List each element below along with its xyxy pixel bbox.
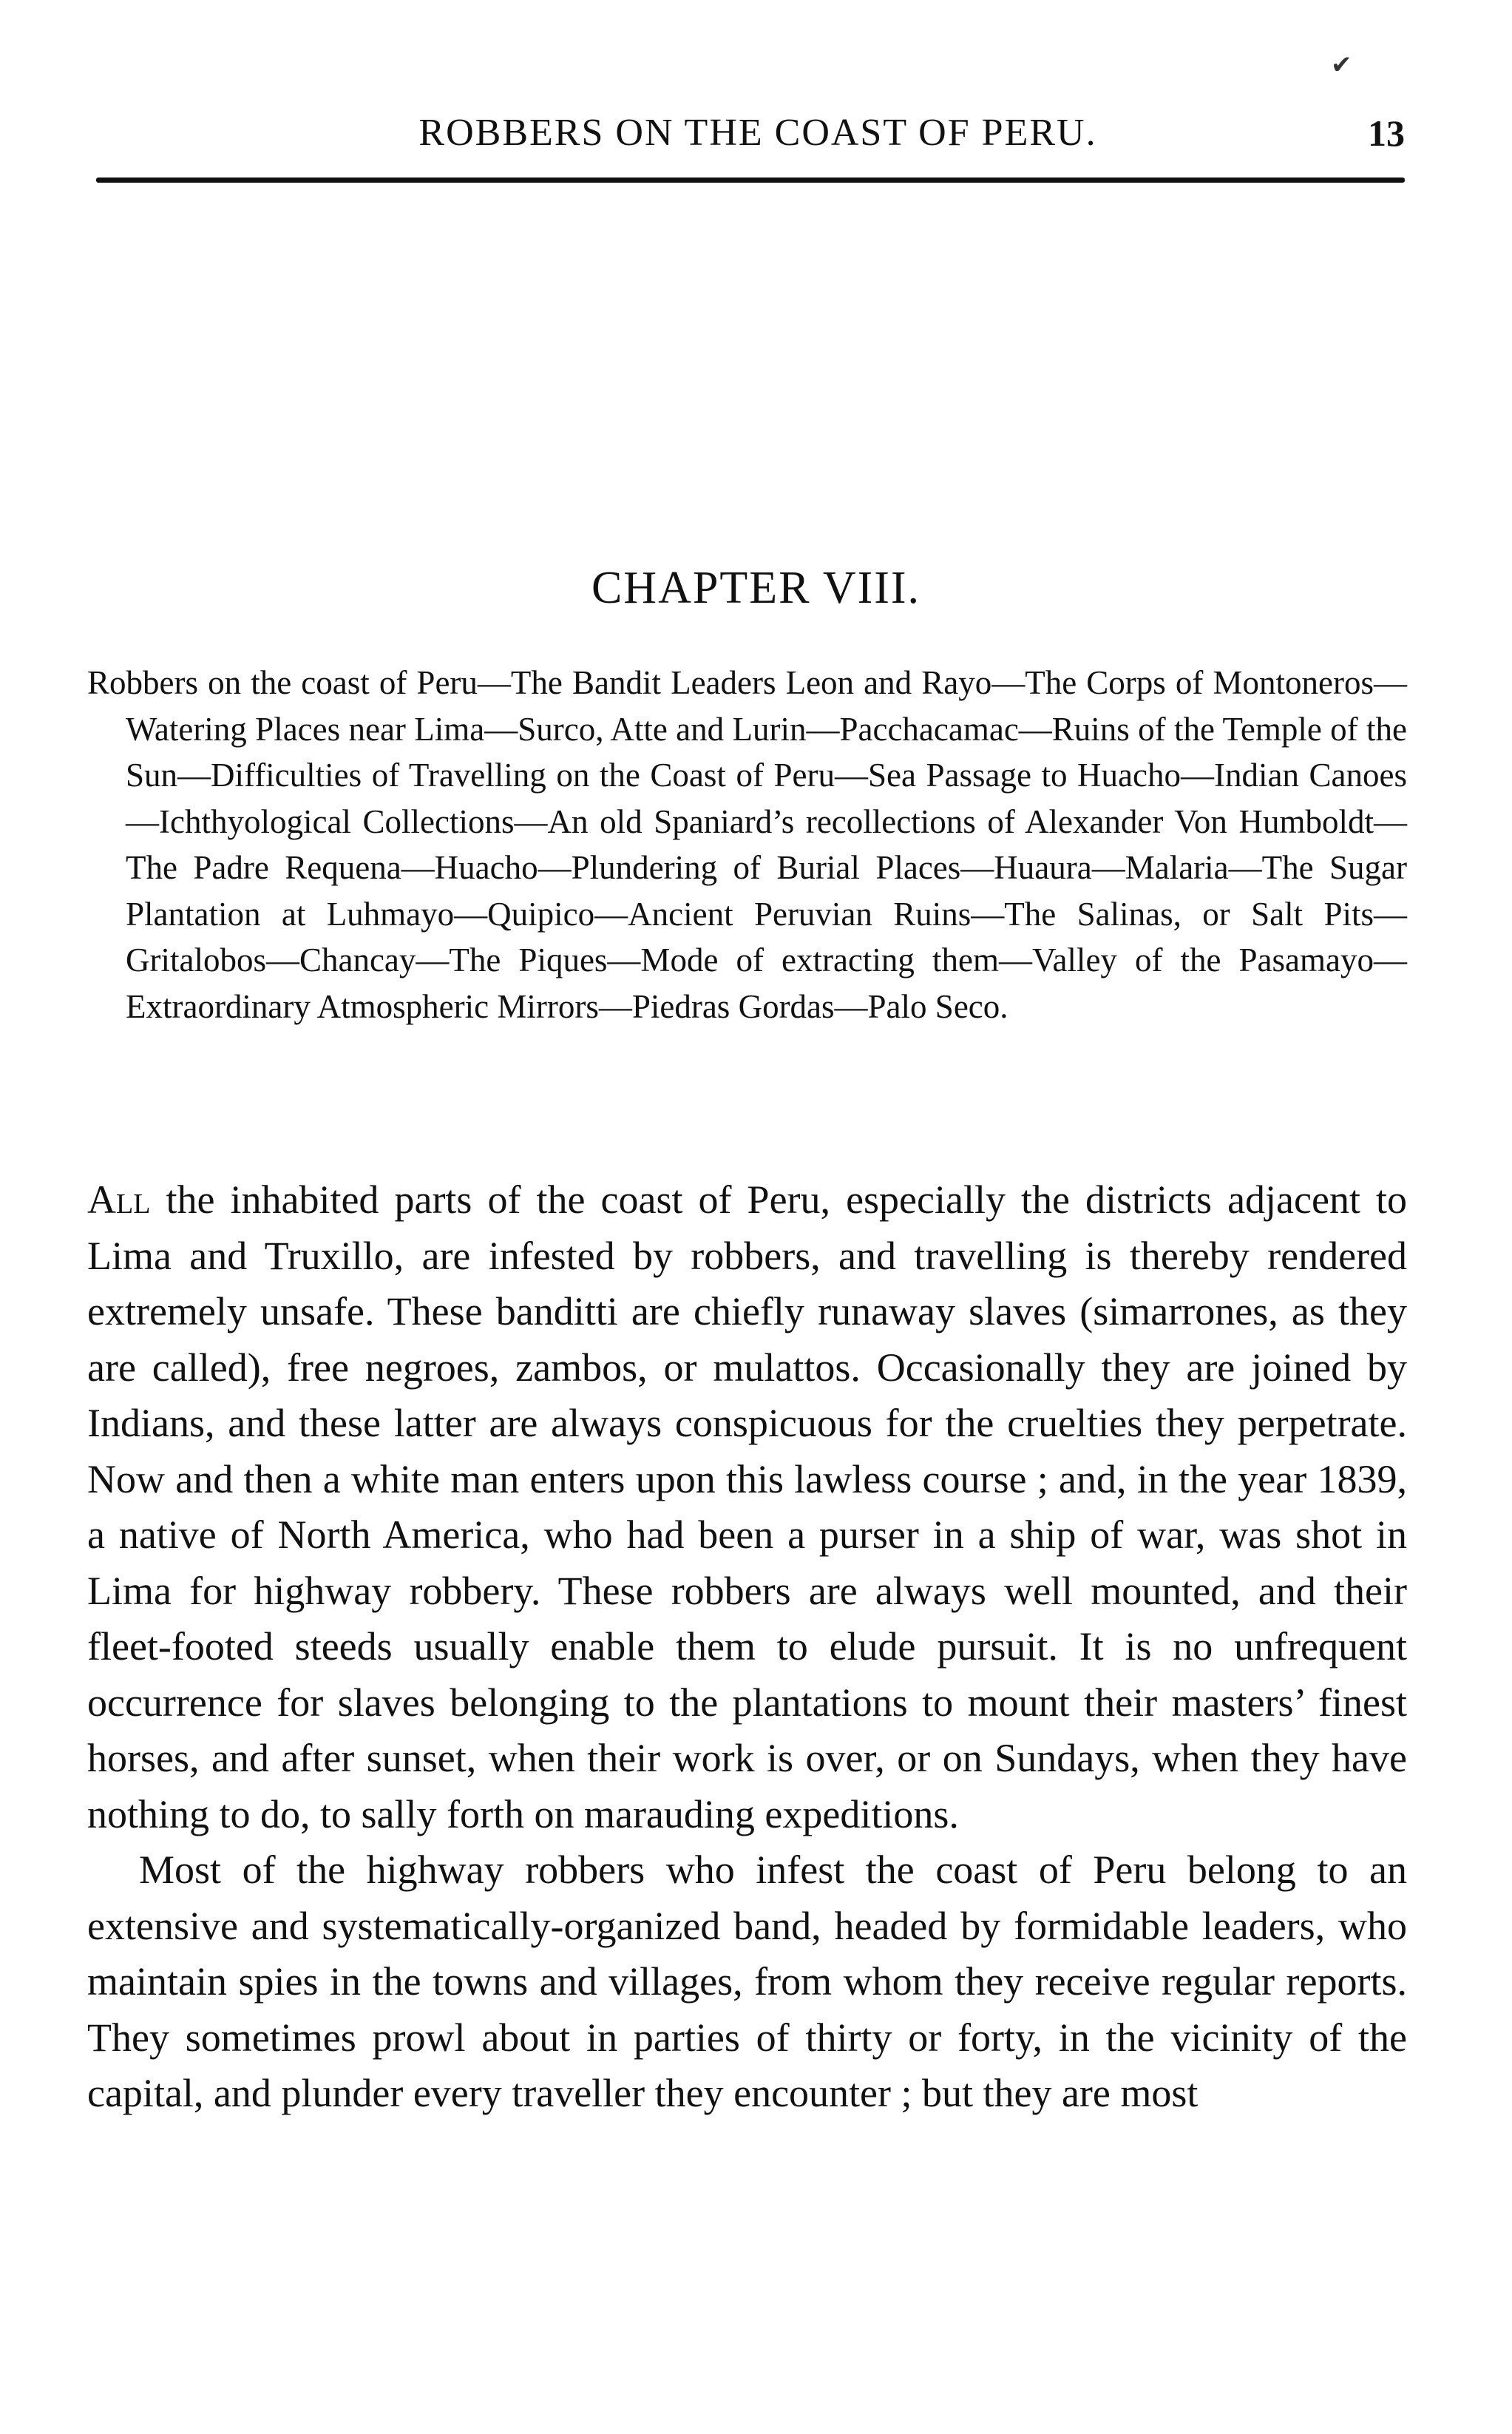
chapter-title: CHAPTER VIII.	[591, 563, 921, 613]
printer-mark: ✔	[1331, 52, 1352, 79]
chapter-synopsis: Robbers on the coast of Peru—The Bandit Leaders Leon and Rayo—The Corps of Montoneros—Watering Places near Lima—Surco, Atte and Lurin—Pacchacamac—Ruins of the Temple of the Sun—Difficulties of Travelling on the Coast of Peru—Sea Passage to Huacho—Indian Canoes—Ichthyological Collections—An old Spaniard’s recollections of Alexander Von Humboldt—The Padre Requena—Huacho—Plundering of Burial Places—Huaura—Malaria—The Sugar Plantation at Luhmayo—Quipico—Ancient Peruvian Ruins—The Salinas, or Salt Pits—Gritalobos—Chancay—The Piques—Mode of extracting them—Valley of the Pasamayo—Extraordinary Atmospheric Mirrors—Piedras Gordas—Palo Seco.	[87, 664, 1407, 1025]
running-title: ROBBERS ON THE COAST OF PERU.	[418, 112, 1097, 154]
header-rule	[96, 178, 1405, 183]
page-number: 13	[1368, 112, 1405, 154]
paragraph-text: the inhabited parts of the coast of Peru, especially the districts adjacent to Lima and Truxillo, are infested by robbers, and travelling is thereby rendered extremely unsafe. These banditti are chiefly runaway slaves (simarrones, as they are called), free negroes, zambos, or mulattos. Occasionally they are joined by Indians, and these latter are always conspicuous for the cruelties they perpetrate. Now and then a white man enters upon this lawless course ; and, in the year 1839, a native of North America, who had been a purser in a ship of war, was shot in Lima for highway robbery. These robbers are always well mounted, and their fleet-footed steeds usually enable them to elude pursuit. It is no unfrequent occurrence for slaves belonging to the plantations to mount their masters’ finest horses, and after sunset, when their work is over, or on Sundays, when they have nothing to do, to sally forth on marauding expeditions.	[87, 1177, 1407, 1836]
paragraph-text: Most of the highway robbers who infest the coast of Peru belong to an extensive and systematically-organized band, headed by formidable leaders, who maintain spies in the towns and villages, from whom they receive regular reports. They sometimes prowl about in parties of thirty or forty, in the vicinity of the capital, and plunder every traveller they encounter ; but they are most	[87, 1848, 1407, 2115]
paragraph-lead-word: All	[87, 1177, 151, 1222]
running-head	[96, 104, 1405, 163]
body-text	[87, 1172, 1407, 2122]
paragraph	[87, 1172, 1407, 1842]
paragraph	[87, 1842, 1407, 2122]
